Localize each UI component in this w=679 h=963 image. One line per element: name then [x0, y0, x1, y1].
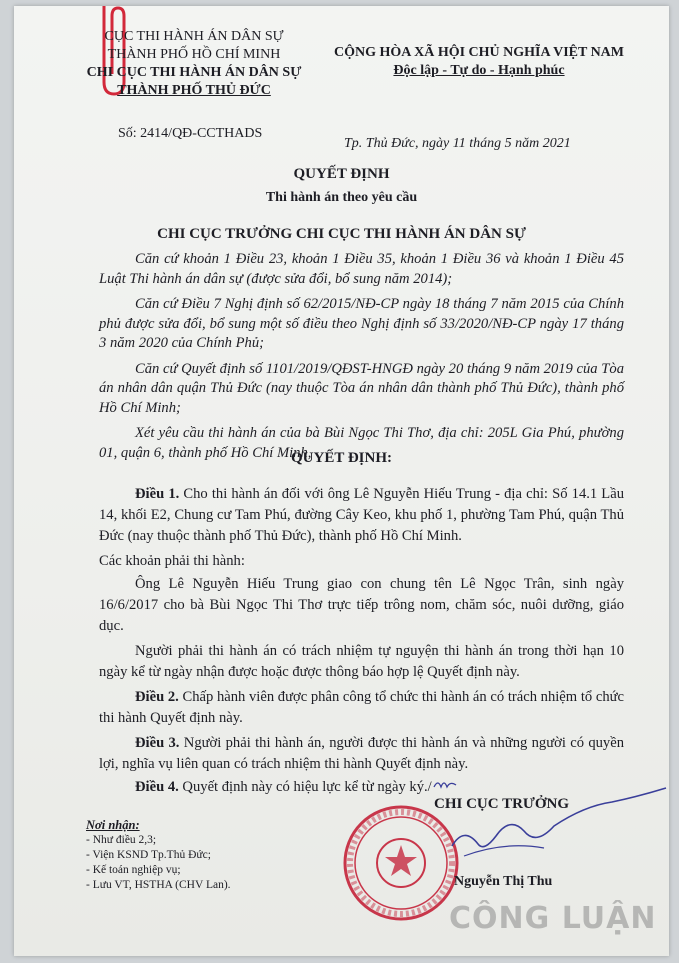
- article-1-label: Điều 1.: [135, 486, 180, 502]
- authority-title: CHI CỤC TRƯỞNG CHI CỤC THI HÀNH ÁN DÂN SỰ: [157, 226, 526, 242]
- nation-motto: Độc lập - Tự do - Hạnh phúc: [393, 63, 565, 78]
- document-number: Số: 2414/QĐ-CCTHADS: [118, 126, 263, 141]
- recipient-item: - Lưu VT, HSTHA (CHV Lan).: [86, 879, 231, 891]
- nation-name: CỘNG HÒA XÃ HỘI CHỦ NGHĨA VIỆT NAM: [333, 45, 624, 60]
- article-4-label: Điều 4.: [135, 779, 179, 795]
- national-heading: [314, 44, 644, 80]
- preamble-item: Căn cứ Điều 7 Nghị định số 62/2015/NĐ-CP ngày 18 tháng 7 năm 2015 của Chính phủ được sửa đổi, bổ sung một số điều theo Nghị định số 33/2020/NĐ-CP ngày 17 tháng 3 năm 2020 của Chính Phủ;: [99, 296, 624, 351]
- decision-title: QUYẾT ĐỊNH: [293, 166, 390, 182]
- preamble-item: Căn cứ Quyết định số 1101/2019/QĐST-HNGĐ ngày 20 tháng 9 năm 2019 của Tòa án nhân dân quận Thủ Đức (nay thuộc Tòa án nhân dân thành phố Thủ Đức), thành phố Hồ Chí Minh;: [99, 360, 624, 416]
- agency-line-2: THÀNH PHỐ HỒ CHÍ MINH: [107, 47, 281, 62]
- article-2: [99, 687, 624, 729]
- handwritten-signature: [444, 786, 669, 881]
- article-3-text: Người phải thi hành án, người được thi hành án và những người có quyền lợi, nghĩa vụ liên quan có trách nhiệm thi hành Quyết định này.: [99, 735, 624, 772]
- preamble-item: Căn cứ khoản 1 Điều 23, khoản 1 Điều 35, khoản 1 Điều 36 và khoản 1 Điều 45 Luật Thi hành án dân sự (được sửa đổi, bổ sung năm 2014);: [99, 251, 624, 287]
- recipients-title: Nơi nhận:: [86, 818, 140, 832]
- article-1-text: Cho thi hành án đối với ông Lê Nguyễn Hiếu Trung - địa chỉ: Số 14.1 Lầu 14, khối E2, Chung cư Tam Phú, đường Cây Keo, khu phố 1, phường Tam Phú, quận Thủ Đức (nay thuộc thành phố Thủ Đức), thành phố Hồ Chí Minh.: [99, 486, 624, 544]
- recipient-item: - Viện KSND Tp.Thủ Đức;: [86, 849, 211, 861]
- article-2-label: Điều 2.: [135, 689, 179, 705]
- recipient-item: - Kế toán nghiệp vụ;: [86, 864, 181, 876]
- preamble: [99, 250, 624, 463]
- recipient-item: - Như điều 2,3;: [86, 834, 157, 846]
- article-1: [99, 484, 624, 547]
- preamble-item: Xét yêu cầu thi hành án của bà Bùi Ngọc Thi Thơ, địa chỉ: 205L Gia Phú, phường 01, quận 6, thành phố Hồ Chí Minh,: [99, 425, 624, 461]
- article-2-text: Chấp hành viên được phân công tổ chức thi hành án có trách nhiệm tổ chức thi hành Quyết định này.: [99, 689, 624, 726]
- article-4-text: Quyết định này có hiệu lực kể từ ngày ký./: [178, 779, 432, 795]
- article-3: [99, 733, 624, 775]
- signer-name: Nguyễn Thị Thu: [454, 874, 553, 889]
- document-page: [14, 6, 669, 956]
- decision-subject: Thi hành án theo yêu cầu: [265, 190, 418, 205]
- place-date: Tp. Thủ Đức, ngày 11 tháng 5 năm 2021: [344, 136, 571, 151]
- obligation-text: Ông Lê Nguyễn Hiếu Trung giao con chung tên Lê Ngọc Trân, sinh ngày 16/6/2017 cho bà Bùi Ngọc Thi Thơ trực tiếp trông nom, chăm sóc, nuôi dưỡng, giáo dục.: [99, 576, 624, 634]
- agency-block: [69, 28, 319, 100]
- agency-line-4: THÀNH PHỐ THỦ ĐỨC: [117, 83, 271, 98]
- recipients-block: [86, 818, 231, 893]
- obligations-label: Các khoản phải thi hành:: [99, 553, 245, 569]
- agency-line-1: CỤC THI HÀNH ÁN DÂN SỰ: [104, 29, 284, 44]
- articles: [99, 484, 624, 800]
- article-3-label: Điều 3.: [135, 735, 180, 751]
- voluntary-text: Người phải thi hành án có trách nhiệm tự nguyện thi hành án trong thời hạn 10 ngày kể từ ngày nhận được hoặc được thông báo hợp lệ Quyết định này.: [99, 643, 624, 680]
- decides-heading: QUYẾT ĐỊNH:: [291, 450, 392, 466]
- signatory-title: CHI CỤC TRƯỞNG: [434, 796, 570, 812]
- publisher-watermark: CÔNG LUẬN: [449, 901, 657, 936]
- agency-line-3: CHI CỤC THI HÀNH ÁN DÂN SỰ: [86, 65, 302, 80]
